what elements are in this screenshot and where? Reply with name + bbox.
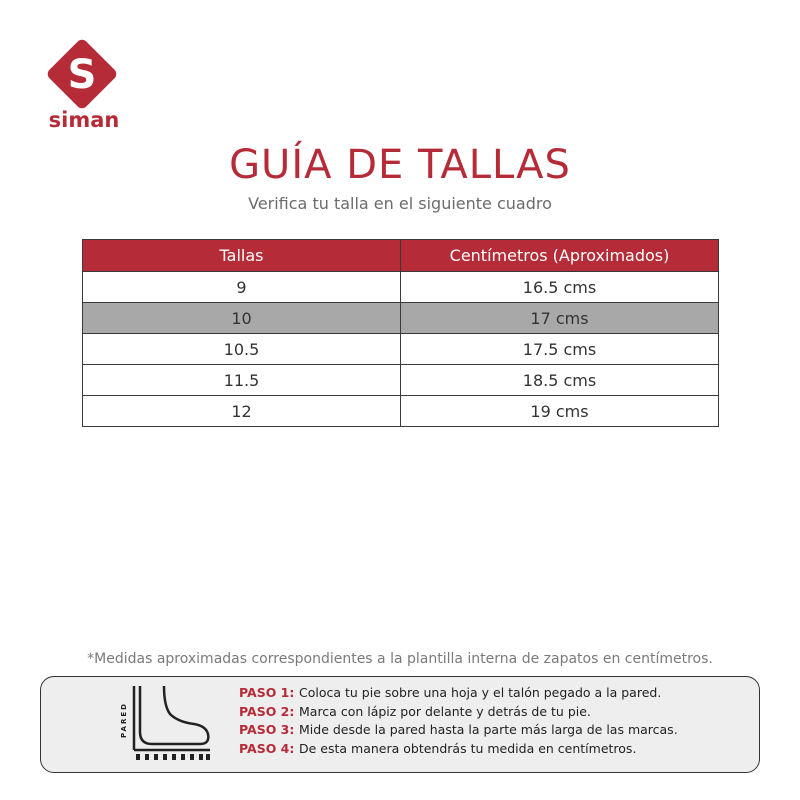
table-row	[83, 334, 719, 365]
cm-cell: 17 cms	[401, 303, 719, 334]
wall-label: PARED	[120, 702, 128, 738]
header-tallas: Tallas	[83, 240, 401, 272]
step-1	[239, 684, 739, 703]
table-row	[83, 303, 719, 334]
table-row	[83, 365, 719, 396]
step-label: PASO 1:	[239, 685, 295, 700]
logo-initial: S	[67, 52, 97, 98]
ruler-ticks	[138, 754, 208, 760]
siman-logo	[46, 40, 122, 136]
step-label: PASO 2:	[239, 703, 295, 719]
step-text: Mide desde la pared hasta la parte más larga de las marcas.	[299, 722, 678, 737]
header-centimetros: Centímetros (Aproximados)	[401, 240, 719, 272]
size-cell: 12	[83, 396, 401, 427]
size-cell: 11.5	[83, 365, 401, 396]
steps-list	[239, 684, 739, 758]
step-text: De esta manera obtendrás tu medida en centímetros.	[299, 740, 637, 756]
step-label: PASO 4:	[239, 740, 295, 756]
table-row	[83, 396, 719, 427]
size-cell: 10	[83, 303, 401, 334]
step-text: Marca con lápiz por delante y detrás de tu pie.	[299, 703, 591, 719]
measurement-note: *Medidas aproximadas correspondientes a la plantilla interna de zapatos en centímetros.	[87, 651, 713, 667]
cm-cell: 17.5 cms	[401, 334, 719, 365]
page-subtitle: Verifica tu talla en el siguiente cuadro	[248, 194, 552, 213]
step-2	[239, 703, 739, 722]
cm-cell: 16.5 cms	[401, 272, 719, 303]
cm-cell: 18.5 cms	[401, 365, 719, 396]
table-header-row	[83, 240, 719, 272]
size-table	[82, 239, 719, 427]
foot-against-wall-icon	[114, 684, 214, 764]
size-cell: 10.5	[83, 334, 401, 365]
cm-cell: 19 cms	[401, 396, 719, 427]
step-4	[239, 740, 739, 759]
size-cell: 9	[83, 272, 401, 303]
table-row	[83, 272, 719, 303]
step-text: Coloca tu pie sobre una hoja y el talón pegado a la pared.	[299, 685, 662, 700]
foot-outline	[140, 686, 208, 744]
step-3	[239, 721, 739, 740]
step-label: PASO 3:	[239, 722, 295, 737]
page-title: GUÍA DE TALLAS	[229, 142, 571, 188]
logo-wordmark: siman	[48, 108, 120, 132]
